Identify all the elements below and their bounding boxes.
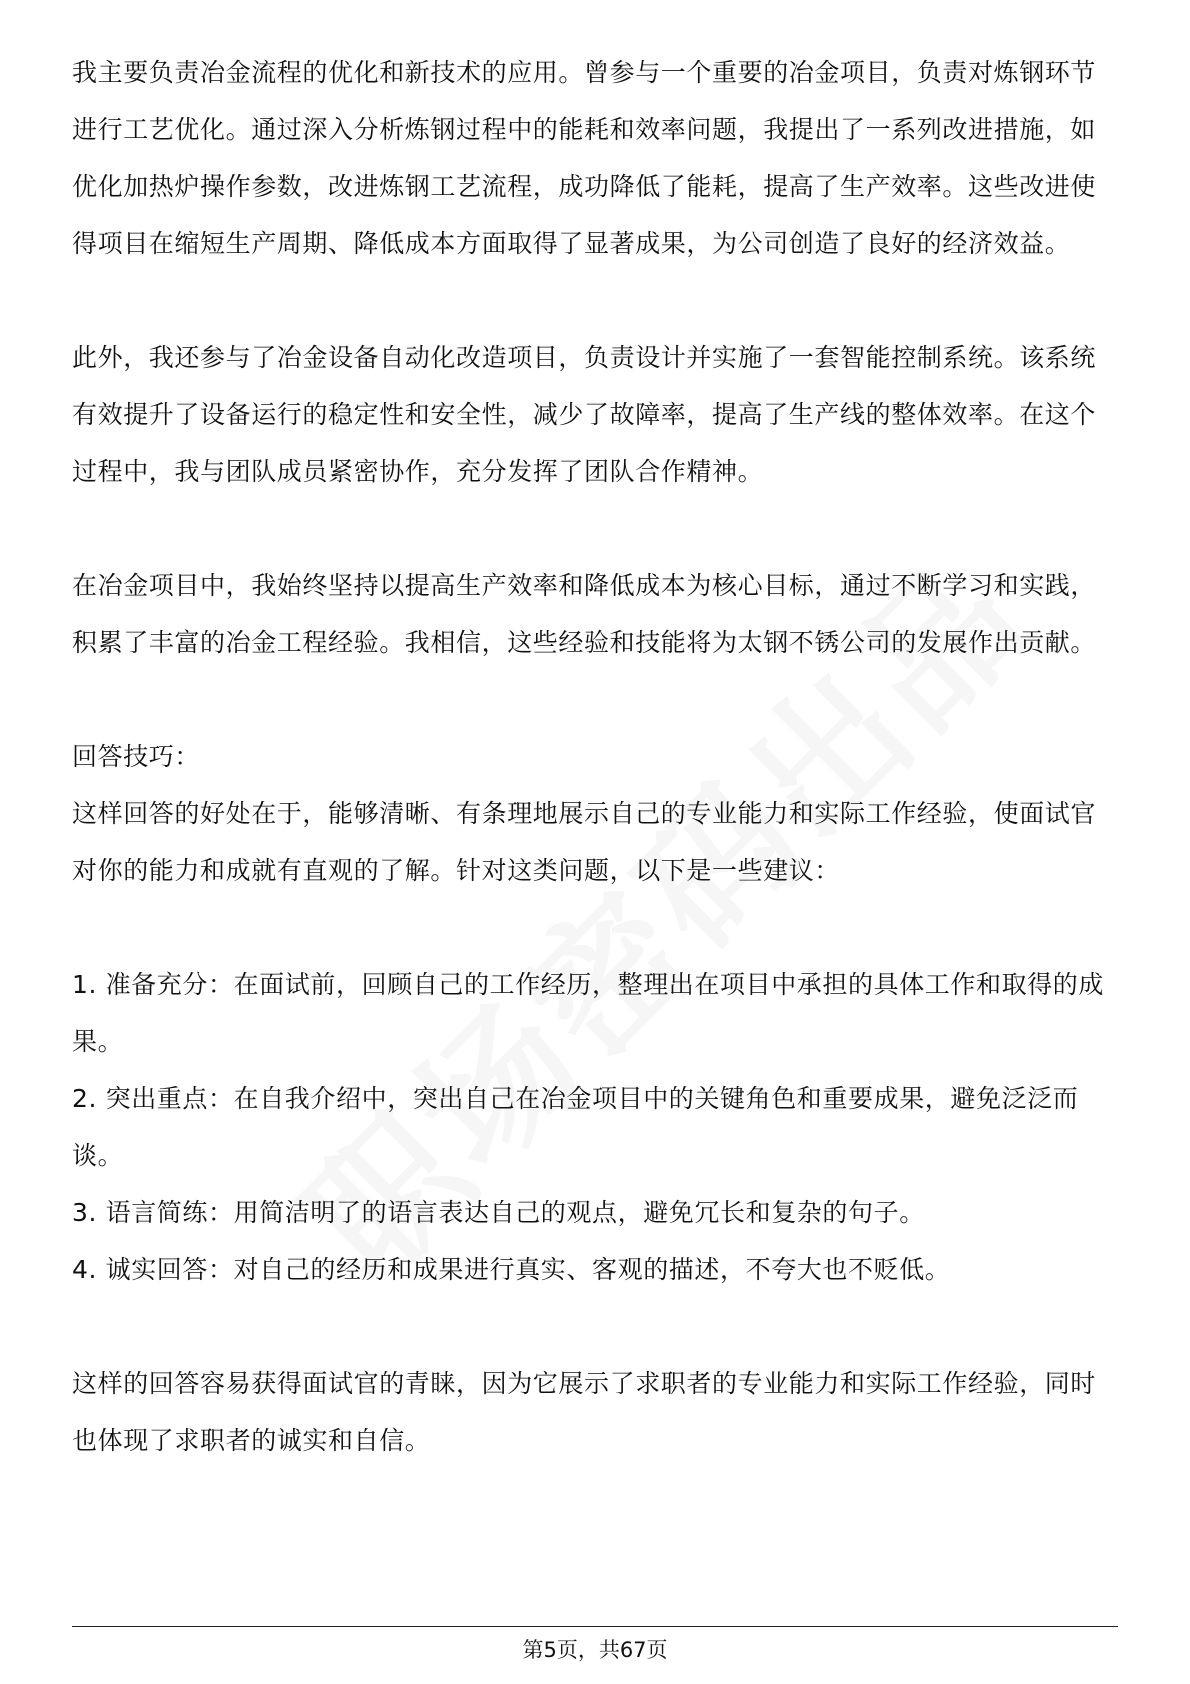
paragraph-closing: 这样的回答容易获得面试官的青睐，因为它展示了求职者的专业能力和实际工作经验，同时也体现了求职者的诚实和自信。 — [72, 1369, 1097, 1455]
tips-intro: 这样回答的好处在于，能够清晰、有条理地展示自己的专业能力和实际工作经验，使面试官对你的能力和成就有直观的了解。针对这类问题，以下是一些建议： — [72, 799, 1097, 885]
tips-list — [72, 956, 1118, 1298]
list-item: 1. 准备充分：在面试前，回顾自己的工作经历，整理出在项目中承担的具体工作和取得的成果。 — [72, 970, 1105, 1056]
tips-heading: 回答技巧： — [72, 742, 201, 771]
page-content — [72, 44, 1118, 1469]
list-item: 2. 突出重点：在自我介绍中，突出自己在冶金项目中的关键角色和重要成果，避免泛泛而谈。 — [72, 1084, 1079, 1170]
footer-divider — [72, 1626, 1118, 1627]
list-item: 4. 诚实回答：对自己的经历和成果进行真实、客观的描述，不夸大也不贬低。 — [72, 1255, 951, 1284]
paragraph-experience: 我主要负责冶金流程的优化和新技术的应用。曾参与一个重要的冶金项目，负责对炼钢环节进行工艺优化。通过深入分析炼钢过程中的能耗和效率问题，我提出了一系列改进措施，如优化加热炉操作参数，改进炼钢工艺流程，成功降低了能耗，提高了生产效率。这些改进使得项目在缩短生产周期、降低成本方面取得了显著成果，为公司创造了良好的经济效益。 — [72, 58, 1097, 258]
paragraph-automation-project: 此外，我还参与了冶金设备自动化改造项目，负责设计并实施了一套智能控制系统。该系统有效提升了设备运行的稳定性和安全性，减少了故障率，提高了生产线的整体效率。在这个过程中，我与团队成员紧密协作，充分发挥了团队合作精神。 — [72, 343, 1097, 486]
page-number: 第5页，共67页 — [522, 1638, 668, 1662]
list-item: 3. 语言简练：用简洁明了的语言表达自己的观点，避免冗长和复杂的句子。 — [72, 1198, 925, 1227]
paragraph-summary: 在冶金项目中，我始终坚持以提高生产效率和降低成本为核心目标，通过不断学习和实践，积累了丰富的冶金工程经验。我相信，这些经验和技能将为太钢不锈公司的发展作出贡献。 — [72, 571, 1097, 657]
